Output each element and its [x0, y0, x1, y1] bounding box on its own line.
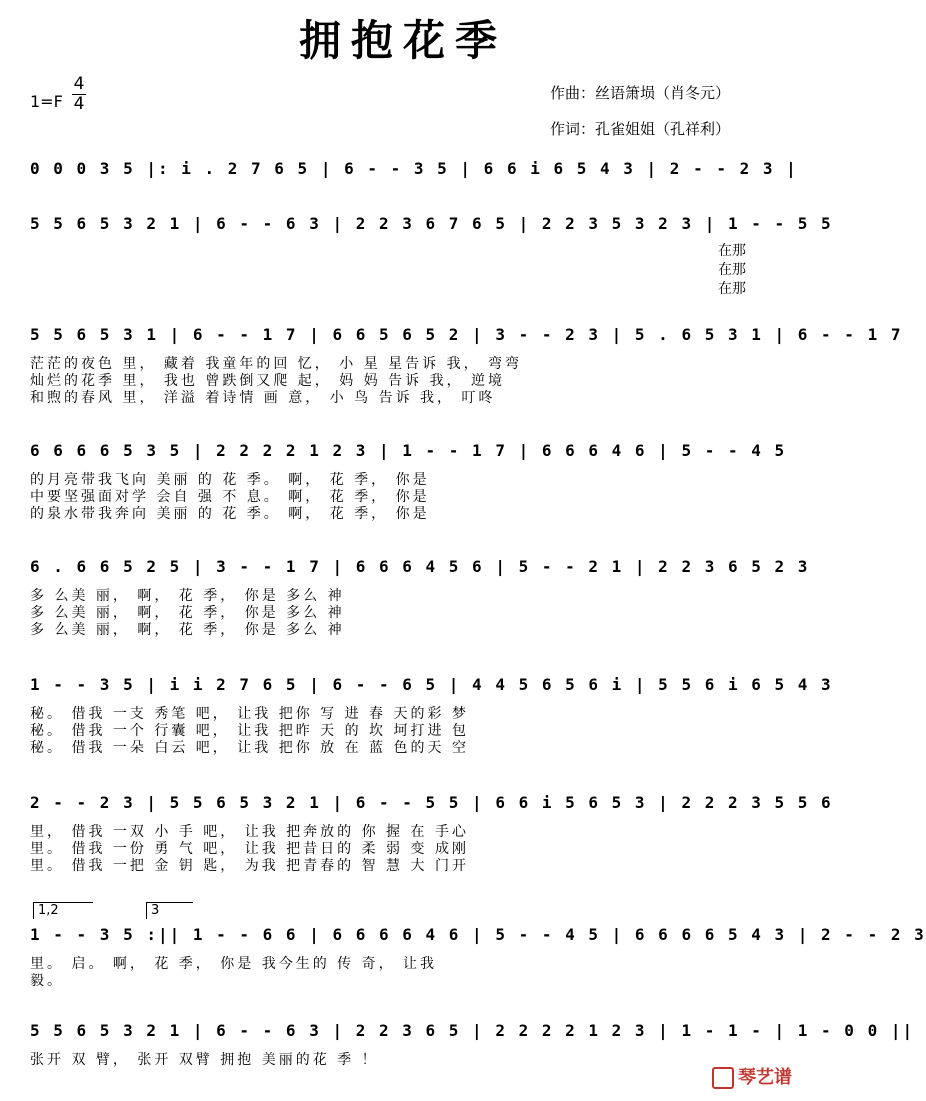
staff-9: [30, 1014, 915, 1074]
notes-line: 1 - - 3 5 | i i 2 7 6 5 | 6 - - 6 5 | 4 4 5 6 5 6 i | 5 5 6 i 6 5 4 3: [30, 675, 833, 694]
lyric-line-3: 的泉水带我奔向 美丽 的 花 季。 啊， 花 季， 你是: [30, 506, 430, 522]
volta-second: 3: [146, 902, 193, 919]
lyric-side-2: 在那: [718, 262, 746, 278]
staff-7: [30, 786, 833, 886]
notes-line: 6 6 6 6 5 3 5 | 2 2 2 2 1 2 3 | 1 - - 1 7 | 6 6 6 4 6 | 5 - - 4 5: [30, 441, 787, 460]
time-signature: [72, 76, 86, 113]
lyric-line-1: 张开 双 臂， 张开 双臂 拥抱 美丽的花 季 ！: [30, 1052, 379, 1068]
staff-4: [30, 434, 787, 534]
lyric-line-1: 秘。 借我 一支 秀笔 吧， 让我 把你 写 进 春 天的彩 梦: [30, 706, 469, 722]
lyric-line-1: 里， 借我 一双 小 手 吧， 让我 把奔放的 你 握 在 手心: [30, 824, 469, 840]
lyric-line-3: 多 么美 丽， 啊， 花 季， 你是 多么 神: [30, 622, 345, 638]
composer-credit: 作曲：丝语箫埙（肖冬元）: [550, 84, 731, 102]
staff-5: [30, 550, 810, 650]
staff-2: [30, 207, 833, 301]
lyric-line-3: 里。 借我 一把 金 钥 匙， 为我 把青春的 智 慧 大 门开: [30, 858, 469, 874]
lyric-line-2: 里。 借我 一份 勇 气 吧， 让我 把昔日的 柔 弱 变 成刚: [30, 841, 469, 857]
lyric-line-1: 茫茫的夜色 里， 藏着 我童年的回 忆， 小 星 星告诉 我， 弯弯: [30, 356, 523, 372]
lyric-line-1: 里。 启。 啊， 花 季， 你是 我今生的 传 奇， 让我: [30, 956, 438, 972]
notes-line: 0 0 0 3 5 |: i . 2 7 6 5 | 6 - - 3 5 | 6 6 i 6 5 4 3 | 2 - - 2 3 |: [30, 159, 798, 178]
lyric-line-1: 多 么美 丽， 啊， 花 季， 你是 多么 神: [30, 588, 345, 604]
notes-line: 1 - - 3 5 :|| 1 - - 6 6 | 6 6 6 6 4 6 | 5 - - 4 5 | 6 6 6 6 5 4 3 | 2 - - 2 3: [30, 925, 926, 944]
logo-text: 琴艺谱: [738, 1067, 792, 1088]
music-note-icon: [712, 1067, 734, 1089]
staff-1: [30, 152, 798, 192]
lyric-line-3: 和煦的春风 里， 洋溢 着诗情 画 意， 小 鸟 告诉 我， 叮咚: [30, 390, 496, 406]
notes-line: 5 5 6 5 3 1 | 6 - - 1 7 | 6 6 5 6 5 2 | 3 - - 2 3 | 5 . 6 5 3 1 | 6 - - 1 7: [30, 325, 903, 344]
lyric-line-2: 中要坚强面对学 会自 强 不 息。 啊， 花 季， 你是: [30, 489, 430, 505]
lyric-side-1: 在那: [718, 243, 746, 259]
time-top: 4: [73, 74, 85, 94]
notes-line: 6 . 6 6 5 2 5 | 3 - - 1 7 | 6 6 6 4 5 6 | 5 - - 2 1 | 2 2 3 6 5 2 3: [30, 557, 810, 576]
lyric-line-3: 秘。 借我 一朵 白云 吧， 让我 把你 放 在 蓝 色的天 空: [30, 740, 469, 756]
lyric-line-1: 的月亮带我飞向 美丽 的 花 季。 啊， 花 季， 你是: [30, 472, 430, 488]
volta-first: 1,2: [33, 902, 93, 919]
lyric-side-3: 在那: [718, 281, 746, 297]
lyricist-credit: 作词：孔雀姐姐（孔祥利）: [550, 120, 731, 138]
site-logo: [712, 1063, 792, 1089]
notes-line: 5 5 6 5 3 2 1 | 6 - - 6 3 | 2 2 3 6 7 6 5 | 2 2 3 5 3 2 3 | 1 - - 5 5: [30, 214, 833, 233]
key-signature: 1=F: [30, 92, 63, 111]
staff-3: [30, 318, 903, 418]
staff-8: [30, 918, 926, 998]
notes-line: 2 - - 2 3 | 5 5 6 5 3 2 1 | 6 - - 5 5 | 6 6 i 5 6 5 3 | 2 2 2 3 5 5 6: [30, 793, 833, 812]
lyric-line-2: 秘。 借我 一个 行囊 吧， 让我 把昨 天 的 坎 坷打进 包: [30, 723, 469, 739]
lyric-line-2: 多 么美 丽， 啊， 花 季， 你是 多么 神: [30, 605, 345, 621]
page-title: 拥抱花季: [298, 16, 507, 65]
lyric-line-2: 灿烂的花季 里， 我也 曾跌倒又爬 起， 妈 妈 告诉 我， 逆境: [30, 373, 506, 389]
time-bottom: 4: [73, 94, 85, 114]
lyric-line-2: 毅。: [30, 973, 64, 989]
staff-6: [30, 668, 833, 768]
notes-line: 5 5 6 5 3 2 1 | 6 - - 6 3 | 2 2 3 6 5 | 2 2 2 2 1 2 3 | 1 - 1 - | 1 - 0 0 ||: [30, 1021, 915, 1040]
